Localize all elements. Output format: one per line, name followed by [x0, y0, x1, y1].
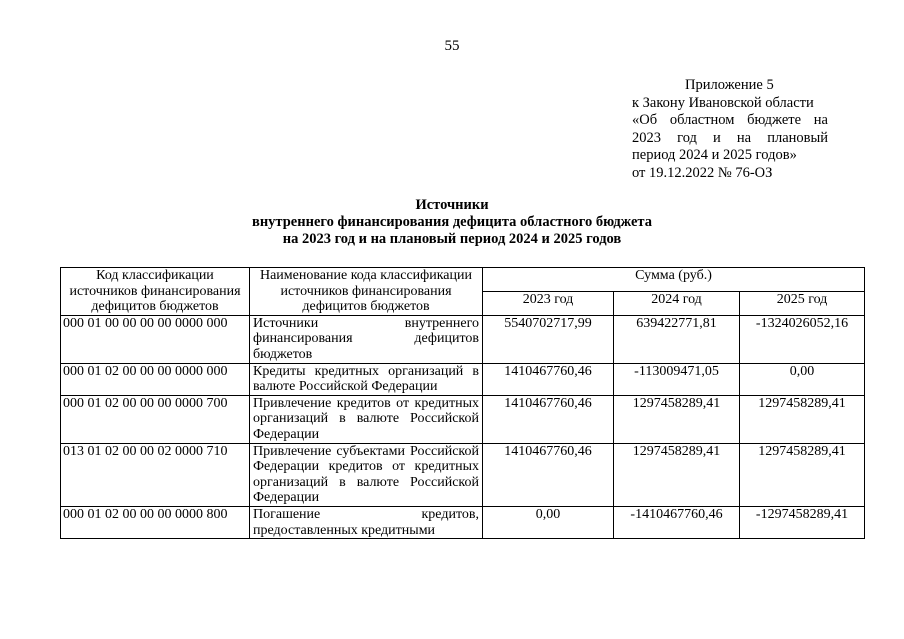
cell-2023: 1410467760,46: [483, 443, 614, 506]
table-row: [61, 315, 865, 363]
cell-code: 000 01 02 00 00 00 0000 700: [61, 395, 250, 443]
cell-name: Привлечение субъектами Российской Федерации кредитов от кредитных организаций в валюте Российской Федерации: [250, 443, 483, 506]
cell-2023: 1410467760,46: [483, 395, 614, 443]
appendix-line: к Закону Ивановской области: [632, 94, 814, 111]
table-row: [61, 443, 865, 506]
budget-sources-table: [60, 267, 865, 539]
cell-code: 013 01 02 00 00 02 0000 710: [61, 443, 250, 506]
document-title: [0, 197, 904, 248]
appendix-line: период 2024 и 2025 годов»: [632, 147, 797, 163]
header-year-2023: 2023 год: [483, 291, 614, 315]
header-name: Наименование кода классификации источников финансирования дефицитов бюджетов: [250, 268, 483, 316]
cell-2023: 5540702717,99: [483, 315, 614, 363]
header-sum: Сумма (руб.): [483, 268, 865, 292]
cell-name: Погашение кредитов, предоставленных кредитными: [250, 506, 483, 538]
cell-2024: -1410467760,46: [614, 506, 740, 538]
cell-name: Привлечение кредитов от кредитных организаций в валюте Российской Федерации: [250, 395, 483, 443]
cell-2024: 639422771,81: [614, 315, 740, 363]
header-year-2024: 2024 год: [614, 291, 740, 315]
title-line: Источники: [415, 197, 489, 213]
title-line: внутреннего финансирования дефицита областного бюджета: [252, 214, 652, 230]
cell-name: Кредиты кредитных организаций в валюте Российской Федерации: [250, 363, 483, 395]
cell-2025: 1297458289,41: [740, 443, 865, 506]
title-line: на 2023 год и на плановый период 2024 и 2025 годов: [282, 231, 622, 247]
cell-2024: 1297458289,41: [614, 443, 740, 506]
appendix-line: Приложение 5: [685, 77, 774, 93]
cell-2023: 1410467760,46: [483, 363, 614, 395]
header-year-2025: 2025 год: [740, 291, 865, 315]
cell-2025: -1324026052,16: [740, 315, 865, 363]
table-row: [61, 363, 865, 395]
cell-2024: -113009471,05: [614, 363, 740, 395]
cell-2025: 1297458289,41: [740, 395, 865, 443]
appendix-line: «Об областном бюджете на: [632, 112, 828, 128]
table-row: [61, 506, 865, 538]
table-row: [61, 395, 865, 443]
cell-2023: 0,00: [483, 506, 614, 538]
cell-2025: 0,00: [740, 363, 865, 395]
page-number: 55: [444, 38, 460, 54]
appendix-line: от 19.12.2022 № 76-ОЗ: [632, 164, 773, 181]
header-code: Код классификации источников финансирования дефицитов бюджетов: [61, 268, 250, 316]
appendix-line: 2023 год и на плановый: [632, 129, 828, 146]
cell-2025: -1297458289,41: [740, 506, 865, 538]
cell-code: 000 01 02 00 00 00 0000 800: [61, 506, 250, 538]
appendix-header: [632, 77, 828, 182]
cell-name: Источники внутреннего финансирования дефицитов бюджетов: [250, 315, 483, 363]
cell-2024: 1297458289,41: [614, 395, 740, 443]
cell-code: 000 01 00 00 00 00 0000 000: [61, 315, 250, 363]
cell-code: 000 01 02 00 00 00 0000 000: [61, 363, 250, 395]
